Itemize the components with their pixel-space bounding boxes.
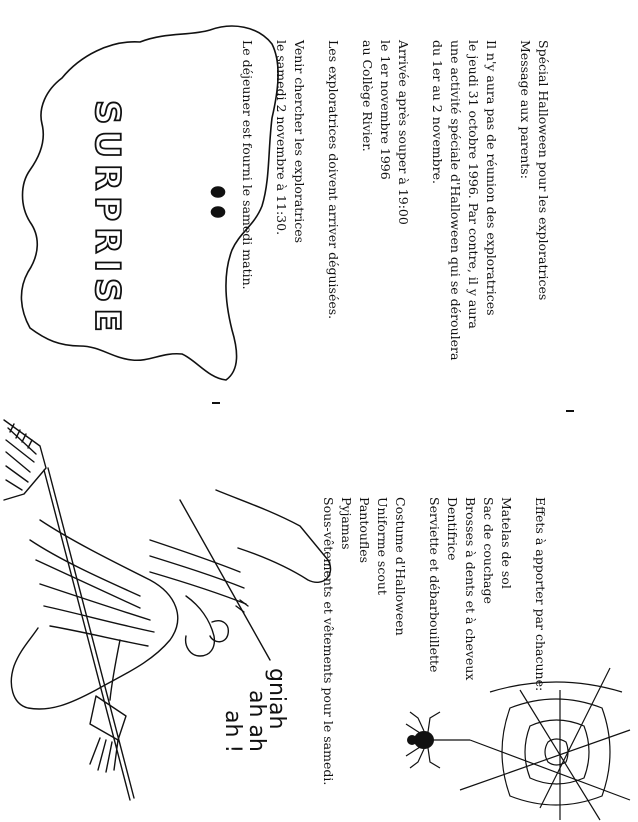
packing-item: Sous-vêtements et vêtements pour le samedi. <box>321 497 336 786</box>
spider-web-illustration <box>430 668 630 820</box>
pickup-line: Venir chercher les exploratrices <box>292 40 307 244</box>
packing-item: Serviette et débarbouillette <box>427 497 442 673</box>
speech-line-2: ah ah <box>244 690 269 752</box>
message-salutation: Message aux parents: <box>518 40 533 179</box>
breakfast-note: Le déjeuner est fourni le samedi matin. <box>240 40 255 290</box>
witch-illustration <box>4 420 331 800</box>
message-line: Il n'y aura pas de réunion des exploratrices <box>484 40 499 316</box>
banner-text: SURPRISE <box>87 100 127 338</box>
arrival-date: le 1er novembre 1996 <box>378 40 393 180</box>
costume-note: Les exploratrices doivent arriver déguisées. <box>326 40 341 320</box>
packing-item: Uniforme scout <box>375 497 390 595</box>
packing-item: Pyjamas <box>339 497 354 550</box>
packing-item: Dentifrice <box>445 497 460 561</box>
packing-item: Matelas de sol <box>499 497 514 589</box>
speech-line-3: ah ! <box>220 710 245 754</box>
message-line: une activité spéciale d'Halloween qui se déroulera <box>448 40 463 361</box>
message-title: Spécial Halloween pour les exploratrices <box>536 40 551 301</box>
surprise-banner-lettering <box>87 100 127 338</box>
arrival-place: au Collège Rivier. <box>360 40 375 152</box>
ghost-illustration <box>21 26 278 380</box>
speech-line-1: gniah <box>264 668 289 730</box>
packing-item: Pantoufles <box>357 497 372 564</box>
pickup-time: le samedi 2 novembre à 11:30. <box>274 40 289 236</box>
message-line: du 1er au 2 novembre. <box>430 40 445 184</box>
packing-list-title: Effets à apporter par chacune: <box>533 497 548 692</box>
message-line: le jeudi 31 octobre 1996. Par contre, il y aura <box>466 40 481 329</box>
packing-item: Sac de couchage <box>481 497 496 604</box>
arrival-time: Arrivée après souper à 19:00 <box>396 40 411 225</box>
packing-item: Costume d'Halloween <box>393 497 408 636</box>
witch-speech <box>220 668 289 753</box>
packing-item: Brosses à dents et à cheveux <box>463 497 478 681</box>
